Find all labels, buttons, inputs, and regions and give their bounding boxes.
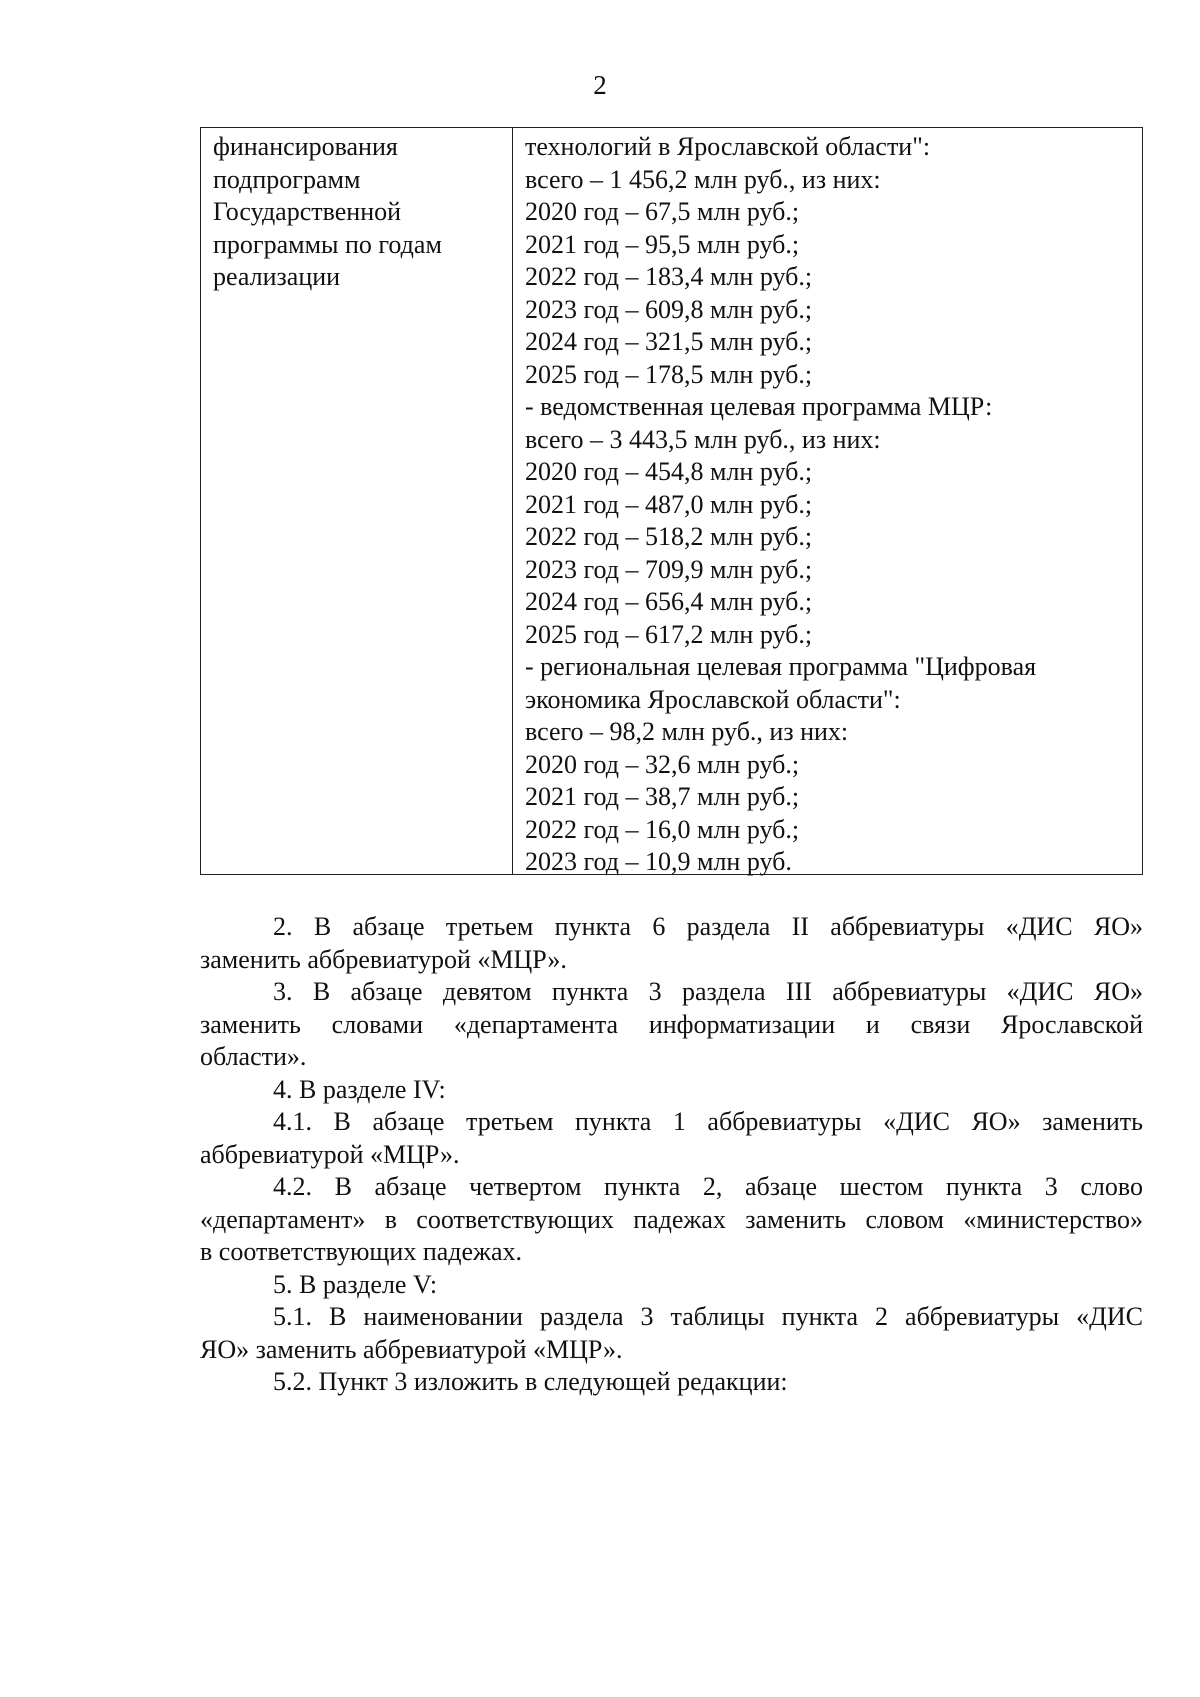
paragraph-line: 5.1. В наименовании раздела 3 таблицы пункта 2 аббревиатуры «ДИС	[273, 1302, 1143, 1331]
label-line: подпрограмм	[213, 164, 361, 194]
paragraph-line: ЯО» заменить аббревиатурой «МЦР».	[200, 1334, 623, 1364]
paragraph-4	[200, 1074, 1143, 1107]
value-line: - региональная целевая программа "Цифровая	[525, 652, 1037, 681]
paragraph-5	[200, 1269, 1143, 1302]
amendment-text	[200, 911, 1143, 1399]
value-line: 2024 год – 656,4 млн руб.;	[525, 587, 813, 616]
value-line: 2023 год – 609,8 млн руб.;	[525, 294, 813, 324]
paragraph-line: 4.2. В абзаце четвертом пункта 2, абзаце шестом пункта 3 слово	[273, 1172, 1143, 1201]
value-line: 2021 год – 95,5 млн руб.;	[525, 229, 800, 259]
paragraph-line: заменить аббревиатурой «МЦР».	[200, 944, 567, 974]
value-line: 2022 год – 16,0 млн руб.;	[525, 814, 800, 844]
paragraph-line: 2. В абзаце третьем пункта 6 раздела II аббревиатуры «ДИС ЯО»	[273, 912, 1143, 941]
value-line: 2025 год – 617,2 млн руб.;	[525, 619, 813, 649]
paragraph-line: 5. В разделе V:	[273, 1269, 438, 1299]
paragraph-line: области».	[200, 1042, 307, 1071]
value-line: 2023 год – 709,9 млн руб.;	[525, 554, 813, 584]
value-line: 2020 год – 67,5 млн руб.;	[525, 197, 800, 226]
value-line: всего – 98,2 млн руб., из них:	[525, 717, 849, 746]
value-line: 2020 год – 32,6 млн руб.;	[525, 749, 800, 779]
paragraph-line: заменить словами «департамента информатизации и связи Ярославской	[200, 1009, 1143, 1039]
value-line: всего – 3 443,5 млн руб., из них:	[525, 424, 881, 454]
paragraph-line: 5.2. Пункт 3 изложить в следующей редакции:	[273, 1367, 788, 1396]
value-line: 2022 год – 518,2 млн руб.;	[525, 522, 813, 551]
paragraph-4-1	[200, 1106, 1143, 1171]
funding-table	[200, 127, 1143, 875]
value-line: 2023 год – 10,9 млн руб.	[525, 847, 792, 876]
value-line: 2025 год – 178,5 млн руб.;	[525, 359, 813, 389]
paragraph-2	[200, 911, 1143, 976]
value-line: 2020 год – 454,8 млн руб.;	[525, 457, 813, 486]
paragraph-line: 3. В абзаце девятом пункта 3 раздела III аббревиатуры «ДИС ЯО»	[273, 977, 1143, 1006]
label-line: реализации	[213, 262, 341, 291]
page-number: 2	[593, 70, 607, 100]
paragraph-line: 4. В разделе IV:	[273, 1074, 446, 1104]
label-line: программы по годам	[213, 229, 442, 259]
paragraph-4-2	[200, 1171, 1143, 1269]
paragraph-line: «департамент» в соответствующих падежах заменить словом «министерство»	[200, 1204, 1143, 1234]
paragraph-5-1	[200, 1301, 1143, 1366]
value-line: - ведомственная целевая программа МЦР:	[525, 392, 993, 421]
value-line: экономика Ярославской области":	[525, 684, 901, 714]
label-line: Государственной	[213, 197, 402, 226]
paragraph-5-2	[200, 1366, 1143, 1399]
value-line: 2024 год – 321,5 млн руб.;	[525, 327, 813, 356]
value-line: 2021 год – 487,0 млн руб.;	[525, 489, 813, 519]
value-line: технологий в Ярославской области":	[525, 132, 931, 161]
paragraph-line: аббревиатурой «МЦР».	[200, 1139, 460, 1169]
value-line: всего – 1 456,2 млн руб., из них:	[525, 164, 881, 194]
table-value-cell	[513, 128, 1142, 874]
paragraph-3	[200, 976, 1143, 1074]
table-label-cell	[201, 128, 513, 874]
value-line: 2021 год – 38,7 млн руб.;	[525, 782, 800, 811]
paragraph-line: 4.1. В абзаце третьем пункта 1 аббревиатуры «ДИС ЯО» заменить	[273, 1107, 1143, 1136]
value-line: 2022 год – 183,4 млн руб.;	[525, 262, 813, 291]
label-line: финансирования	[213, 132, 398, 161]
paragraph-line: в соответствующих падежах.	[200, 1237, 523, 1266]
